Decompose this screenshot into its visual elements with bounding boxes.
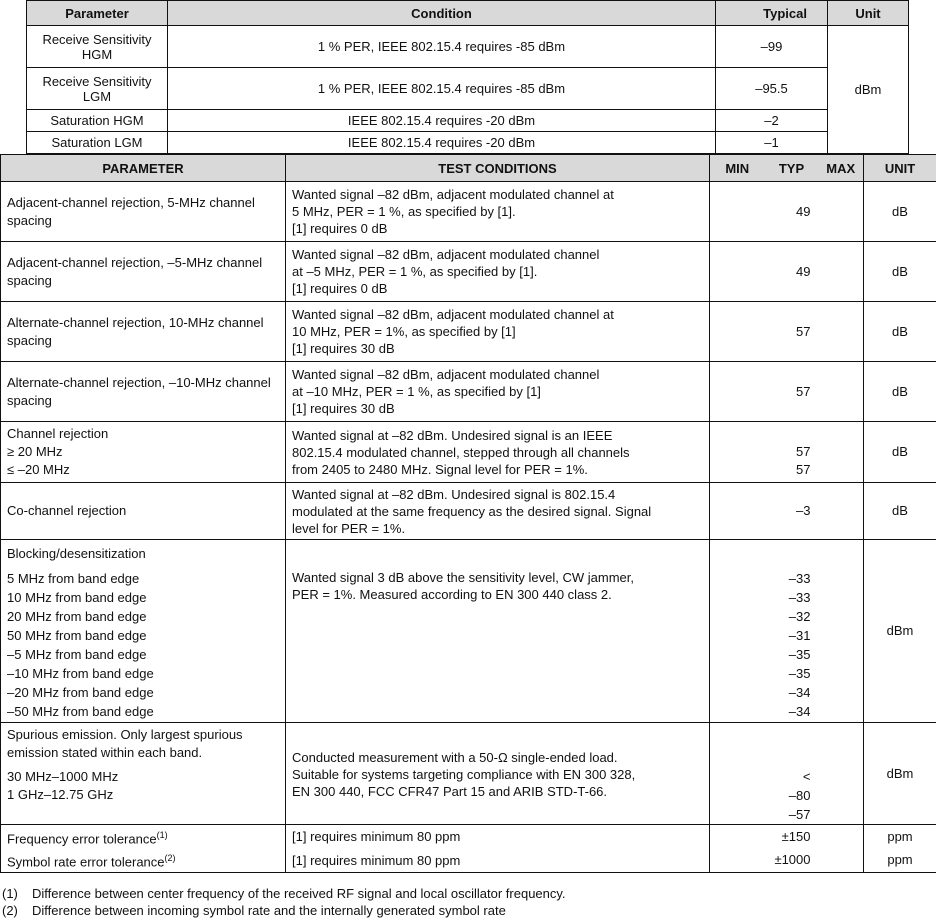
table-row bbox=[27, 132, 909, 154]
min-cell bbox=[710, 849, 765, 873]
typ-line: –57 bbox=[788, 807, 811, 822]
min-cell bbox=[710, 182, 765, 242]
condition-line: Wanted signal at –82 dBm. Undesired signal is 802.15.4 bbox=[292, 486, 616, 502]
conditions-cell bbox=[286, 723, 710, 825]
max-cell bbox=[819, 422, 864, 483]
col-header-typ: TYP bbox=[765, 155, 819, 182]
col-header-condition: Condition bbox=[168, 1, 716, 26]
table-row bbox=[1, 540, 936, 723]
typical-cell: –1 bbox=[716, 132, 828, 154]
typ-line: 57 bbox=[796, 462, 811, 477]
table-row bbox=[1, 302, 936, 362]
typ-line: –33 bbox=[788, 590, 811, 605]
condition-line: Suitable for systems targeting compliance with EN 300 328, bbox=[292, 767, 636, 782]
max-cell bbox=[819, 302, 864, 362]
param-cell: Adjacent-channel rejection, 5-MHz channel spacing bbox=[1, 182, 286, 242]
min-cell bbox=[710, 825, 765, 849]
unit-cell: dB bbox=[864, 182, 936, 242]
unit-cell: dB bbox=[864, 302, 936, 362]
typ-line: –80 bbox=[788, 788, 811, 803]
param-line: 50 MHz from band edge bbox=[7, 628, 147, 643]
max-cell bbox=[819, 182, 864, 242]
condition-line: [1] requires 0 dB bbox=[292, 221, 388, 236]
param-line: 30 MHz–1000 MHz bbox=[7, 769, 119, 784]
param-line: ≤ –20 MHz bbox=[7, 462, 70, 477]
param-cell: Alternate-channel rejection, –10-MHz channel spacing bbox=[1, 362, 286, 422]
table-row bbox=[1, 825, 936, 849]
unit-cell: dBm bbox=[864, 723, 936, 825]
max-cell bbox=[819, 825, 864, 849]
header-row bbox=[1, 155, 936, 182]
header-row bbox=[27, 1, 909, 26]
conditions-cell: [1] requires minimum 80 ppm bbox=[286, 825, 710, 849]
col-header-max: MAX bbox=[819, 155, 864, 182]
param-cell: Alternate-channel rejection, 10-MHz channel spacing bbox=[1, 302, 286, 362]
param-cell: Co-channel rejection bbox=[1, 483, 286, 540]
typ-cell: 57 bbox=[765, 362, 819, 422]
unit-cell: dBm bbox=[864, 540, 936, 723]
table-row bbox=[1, 723, 936, 825]
max-cell bbox=[819, 723, 864, 825]
condition-line: Conducted measurement with a 50-Ω single-ended load. bbox=[292, 750, 618, 765]
table-row bbox=[1, 362, 936, 422]
typical-cell: –99 bbox=[716, 26, 828, 68]
min-cell bbox=[710, 302, 765, 362]
condition-line: at –10 MHz, PER = 1 %, as specified by [1] bbox=[292, 384, 541, 399]
typ-cell bbox=[765, 723, 819, 825]
footnote-number: (1) bbox=[2, 886, 18, 901]
footnote-2 bbox=[2, 903, 506, 918]
rejection-table bbox=[0, 154, 936, 873]
param-label: Symbol rate error tolerance bbox=[7, 854, 165, 870]
condition-cell: 1 % PER, IEEE 802.15.4 requires -85 dBm bbox=[168, 26, 716, 68]
param-line: 5 MHz from band edge bbox=[7, 571, 140, 586]
typ-cell: 57 bbox=[765, 302, 819, 362]
typ-cell: ±150 bbox=[765, 825, 819, 849]
param-cell bbox=[1, 723, 286, 825]
conditions-cell bbox=[286, 242, 710, 302]
unit-cell: dB bbox=[864, 422, 936, 483]
max-cell bbox=[819, 362, 864, 422]
table-row bbox=[1, 422, 936, 483]
table-row bbox=[1, 242, 936, 302]
conditions-cell bbox=[286, 362, 710, 422]
condition-line: modulated at the same frequency as the desired signal. Signal bbox=[292, 503, 652, 519]
condition-line: Wanted signal –82 dBm, adjacent modulated channel bbox=[292, 247, 600, 262]
param-cell bbox=[1, 825, 286, 849]
param-cell: Saturation LGM bbox=[27, 132, 168, 154]
col-header-test-conditions: TEST CONDITIONS bbox=[286, 155, 710, 182]
condition-line: 10 MHz, PER = 1%, as specified by [1] bbox=[292, 324, 516, 339]
param-cell: Receive Sensitivity LGM bbox=[27, 68, 168, 110]
col-header-typical: Typical bbox=[716, 1, 828, 26]
condition-line: 5 MHz, PER = 1 %, as specified by [1]. bbox=[292, 204, 516, 219]
typ-line: –35 bbox=[788, 666, 811, 681]
min-cell bbox=[710, 483, 765, 540]
condition-line: 802.15.4 modulated channel, stepped through all channels bbox=[292, 444, 630, 460]
typ-cell bbox=[765, 540, 819, 723]
typ-cell: 49 bbox=[765, 242, 819, 302]
condition-line: from 2405 to 2480 MHz. Signal level for PER = 1%. bbox=[292, 461, 588, 477]
condition-line: at –5 MHz, PER = 1 %, as specified by [1]. bbox=[292, 264, 538, 279]
typ-line: < bbox=[802, 769, 811, 784]
max-cell bbox=[819, 540, 864, 723]
condition-line: Wanted signal –82 dBm, adjacent modulated channel at bbox=[292, 307, 614, 322]
unit-cell: dB bbox=[864, 362, 936, 422]
conditions-cell bbox=[286, 182, 710, 242]
unit-cell: ppm bbox=[864, 849, 936, 873]
conditions-cell bbox=[286, 422, 710, 483]
typ-cell: –3 bbox=[765, 483, 819, 540]
param-title: emission stated within each band. bbox=[7, 745, 203, 760]
param-line: –20 MHz from band edge bbox=[7, 685, 154, 700]
typ-line: 57 bbox=[796, 444, 811, 459]
param-line: Channel rejection bbox=[7, 426, 109, 441]
condition-line: PER = 1%. Measured according to EN 300 440 class 2. bbox=[292, 587, 612, 602]
typ-line: –34 bbox=[788, 704, 811, 719]
col-header-parameter: Parameter bbox=[27, 1, 168, 26]
col-header-min: MIN bbox=[710, 155, 765, 182]
footnote-ref: (2) bbox=[164, 853, 176, 864]
unit-cell: dB bbox=[864, 483, 936, 540]
conditions-cell bbox=[286, 302, 710, 362]
param-line: –5 MHz from band edge bbox=[7, 647, 147, 662]
max-cell bbox=[819, 483, 864, 540]
param-label: Frequency error tolerance bbox=[7, 830, 157, 846]
footnote-1 bbox=[2, 886, 566, 901]
min-cell bbox=[710, 422, 765, 483]
param-line: 1 GHz–12.75 GHz bbox=[7, 787, 114, 802]
table-row bbox=[1, 182, 936, 242]
col-header-parameter: PARAMETER bbox=[1, 155, 286, 182]
min-cell bbox=[710, 723, 765, 825]
min-cell bbox=[710, 362, 765, 422]
typ-line: –33 bbox=[788, 571, 811, 586]
param-cell: Saturation HGM bbox=[27, 110, 168, 132]
condition-line: Wanted signal 3 dB above the sensitivity level, CW jammer, bbox=[292, 570, 634, 585]
footnote-ref: (1) bbox=[156, 829, 168, 840]
param-cell bbox=[1, 540, 286, 723]
condition-line: level for PER = 1%. bbox=[292, 520, 406, 536]
min-cell bbox=[710, 242, 765, 302]
param-line: –50 MHz from band edge bbox=[7, 704, 154, 719]
min-cell bbox=[710, 540, 765, 723]
condition-cell: IEEE 802.15.4 requires -20 dBm bbox=[168, 110, 716, 132]
param-line: 10 MHz from band edge bbox=[7, 590, 147, 605]
param-cell: Receive Sensitivity HGM bbox=[27, 26, 168, 68]
condition-cell: IEEE 802.15.4 requires -20 dBm bbox=[168, 132, 716, 154]
condition-line: [1] requires 30 dB bbox=[292, 401, 395, 416]
param-cell: Adjacent-channel rejection, –5-MHz channel spacing bbox=[1, 242, 286, 302]
param-line: ≥ 20 MHz bbox=[7, 444, 63, 459]
unit-cell: ppm bbox=[864, 825, 936, 849]
condition-line: [1] requires 0 dB bbox=[292, 281, 388, 296]
param-cell bbox=[1, 422, 286, 483]
typ-line: –32 bbox=[788, 609, 811, 624]
table-row bbox=[1, 483, 936, 540]
footnote-text: Difference between incoming symbol rate and the internally generated symbol rate bbox=[32, 903, 506, 918]
max-cell bbox=[819, 849, 864, 873]
table-row bbox=[27, 68, 909, 110]
conditions-cell: [1] requires minimum 80 ppm bbox=[286, 849, 710, 873]
max-cell bbox=[819, 242, 864, 302]
col-header-unit: UNIT bbox=[864, 155, 936, 182]
param-cell bbox=[1, 849, 286, 873]
typ-line: –34 bbox=[788, 685, 811, 700]
table-row bbox=[27, 110, 909, 132]
unit-cell: dB bbox=[864, 242, 936, 302]
typ-cell: ±1000 bbox=[765, 849, 819, 873]
typ-line: –35 bbox=[788, 647, 811, 662]
footnote-text: Difference between center frequency of the received RF signal and local oscillator frequency. bbox=[32, 886, 566, 901]
footnote-number: (2) bbox=[2, 903, 18, 918]
condition-line: Wanted signal –82 dBm, adjacent modulated channel at bbox=[292, 187, 614, 202]
typical-cell: –2 bbox=[716, 110, 828, 132]
param-line: –10 MHz from band edge bbox=[7, 666, 154, 681]
conditions-cell bbox=[286, 540, 710, 723]
conditions-cell bbox=[286, 483, 710, 540]
condition-line: EN 300 440, FCC CFR47 Part 15 and ARIB STD-T-66. bbox=[292, 784, 608, 799]
condition-cell: 1 % PER, IEEE 802.15.4 requires -85 dBm bbox=[168, 68, 716, 110]
typ-line: –31 bbox=[788, 628, 811, 643]
table-row bbox=[27, 26, 909, 68]
typical-cell: –95.5 bbox=[716, 68, 828, 110]
param-title: Blocking/desensitization bbox=[7, 546, 146, 561]
sensitivity-table bbox=[26, 0, 909, 154]
param-title: Spurious emission. Only largest spurious bbox=[7, 727, 243, 742]
col-header-unit: Unit bbox=[828, 1, 909, 26]
condition-line: Wanted signal at –82 dBm. Undesired signal is an IEEE bbox=[292, 427, 613, 443]
condition-line: [1] requires 30 dB bbox=[292, 341, 395, 356]
typ-cell: 49 bbox=[765, 182, 819, 242]
table-row bbox=[1, 849, 936, 873]
unit-cell: dBm bbox=[828, 26, 909, 154]
typ-cell bbox=[765, 422, 819, 483]
param-line: 20 MHz from band edge bbox=[7, 609, 147, 624]
condition-line: Wanted signal –82 dBm, adjacent modulated channel bbox=[292, 367, 600, 382]
